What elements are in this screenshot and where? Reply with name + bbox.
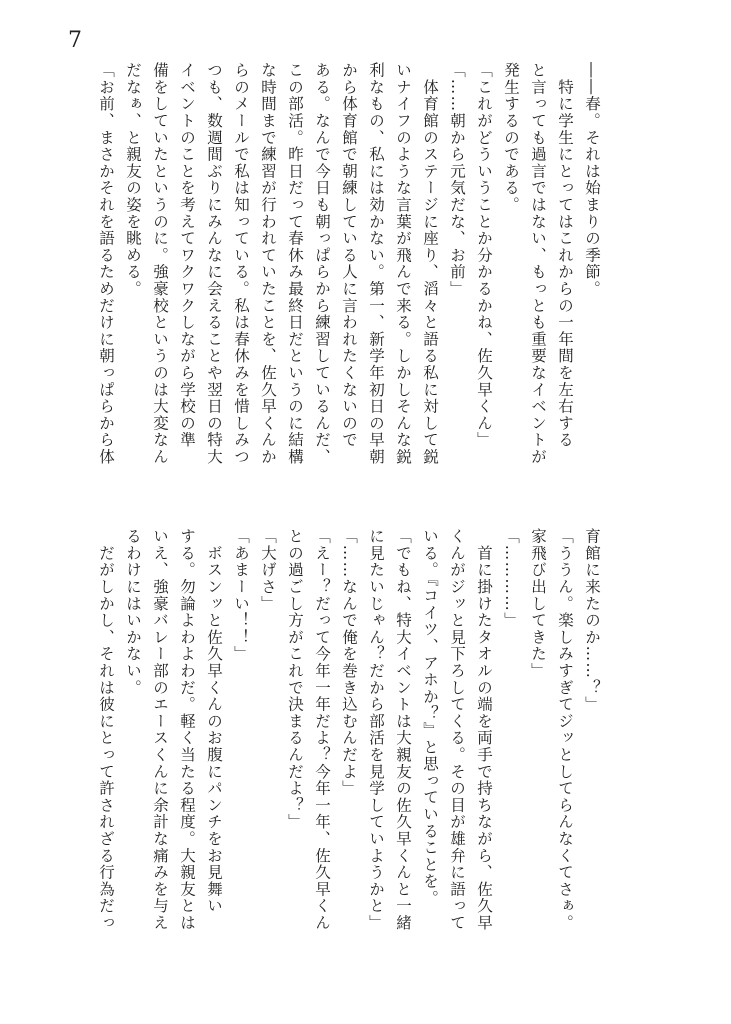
text-line: 体育館のステージに座り、滔々と語る私に対して鋭 <box>421 62 439 466</box>
text-line: 「…………」 <box>502 528 520 629</box>
text-line: する。勿論よわよわだ。軽く当たる程度。大親友とは <box>178 528 196 932</box>
text-line: 「あまーい！！」 <box>232 528 250 663</box>
text-line: 家飛び出してきた」 <box>529 528 547 680</box>
text-line: 「……なんで俺を巻き込むんだよ」 <box>340 528 358 797</box>
text-line: と言っても過言ではない、もっとも重要なイベントが <box>529 62 547 466</box>
text-line: 備をしていたというのに。強豪校というのは大変なん <box>151 62 169 466</box>
text-line: 「大げさ」 <box>259 528 277 612</box>
text-line: 「でもね、特大イベントは大親友の佐久早くんと一緒 <box>394 528 412 932</box>
text-line: ――春。それは始まりの季節。 <box>583 62 601 298</box>
text-line: に見たいじゃん？だから部活を見学していようかと」 <box>367 528 385 932</box>
text-line: 「……朝から元気だな、お前」 <box>448 62 466 298</box>
text-line: 首に掛けたタオルの端を両手で持ちながら、佐久早 <box>475 528 493 932</box>
text-line: らのメールで私は知っている。私は春休みを惜しみつ <box>232 62 250 466</box>
text-line: 育館に来たのか……？」 <box>583 528 601 713</box>
text-line: ボスンッと佐久早くんのお腹にパンチをお見舞い <box>205 528 223 915</box>
text-line: つも、数週間ぶりにみんなに会えることや翌日の特大 <box>205 62 223 466</box>
text-line: イベントのことを考えてワクワクしながら学校の準 <box>178 62 196 449</box>
text-line: 利なもの、私には効かない。第一、新学年初日の早朝 <box>367 62 385 466</box>
text-line: この部活。昨日だって春休み最終日だというのに結構 <box>286 62 304 466</box>
text-block-lower <box>85 528 605 968</box>
text-line: ある。なんで今日も朝っぱらから練習しているんだ、 <box>313 62 331 466</box>
text-line: から体育館で朝練している人に言われたくないので <box>340 62 358 449</box>
text-line: 特に学生にとってはこれからの一年間を左右する <box>556 62 574 449</box>
text-line: 「これがどういうことか分かるかね、佐久早くん」 <box>475 62 493 449</box>
text-line: くんがジッと見下ろしてくる。その目が雄弁に語って <box>448 528 466 932</box>
text-line: だなぁ、と親友の姿を眺める。 <box>124 62 142 298</box>
text-line: 「お前、まさかそれを語るためだけに朝っぱらから体 <box>97 62 115 466</box>
text-line: との過ごし方がこれで決まるんだよ？」 <box>286 528 304 831</box>
page-number: 7 <box>68 28 82 53</box>
text-line: いえ、強豪バレー部のエースくんに余計な痛みを与え <box>151 528 169 932</box>
text-line: だがしかし、それは彼にとって許されざる行為だっ <box>97 528 115 932</box>
text-line: いる。『コイツ、アホか？』と思っていることを。 <box>421 528 439 907</box>
text-line: 「えー？だって今年一年だよ？今年一年、佐久早くん <box>313 528 331 932</box>
text-line: 「ううん。楽しみすぎてジッとしてらんなくてさぁ。 <box>556 528 574 932</box>
text-block-upper <box>85 62 605 502</box>
text-line: 発生するのである。 <box>502 62 520 214</box>
text-line: いナイフのような言葉が飛んで来る。しかしそんな鋭 <box>394 62 412 466</box>
text-line: るわけにはいかない。 <box>124 528 142 696</box>
text-line: な時間まで練習が行われていたことを、佐久早くんか <box>259 62 277 466</box>
